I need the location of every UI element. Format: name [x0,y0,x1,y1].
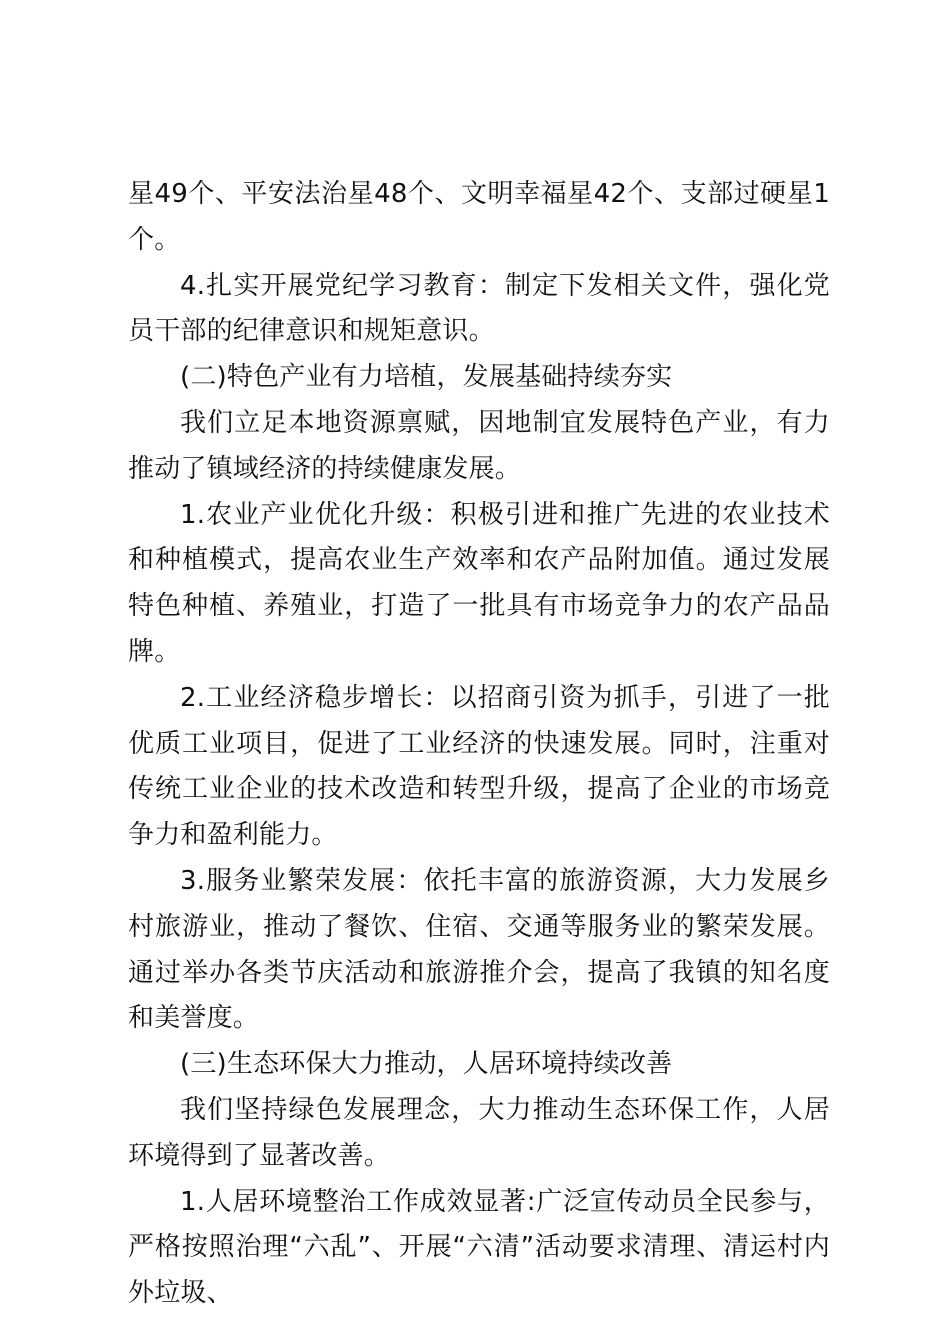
paragraph-service-industry: 3.服务业繁荣发展：依托丰富的旅游资源，大力发展乡村旅游业，推动了餐饮、住宿、交通等服务业的繁荣发展。通过举办各类节庆活动和旅游推介会，提高了我镇的知名度和美誉度。 [128,865,830,1034]
paragraph-agriculture: 1.农业产业优化升级：积极引进和推广先进的农业技术和种植模式，提高农业生产效率和农产品附加值。通过发展特色种植、养殖业，打造了一批具有市场竞争力的农产品品牌。 [128,499,830,667]
section-heading-industry: (二)特色产业有力培植，发展基础持续夯实 [180,362,673,393]
document-body [128,172,830,1317]
paragraph-industry-intro: 我们立足本地资源禀赋，因地制宜发展特色产业，有力推动了镇域经济的持续健康发展。 [128,407,830,484]
paragraph-discipline-education: 4.扎实开展党纪学习教育：制定下发相关文件，强化党员干部的纪律意识和规矩意识。 [128,270,830,347]
paragraph-living-environment: 1.人居环境整治工作成效显著:广泛宣传动员全民参与，严格按照治理“六乱”、开展“六清”活动要求清理、清运村内外垃圾、 [128,1186,830,1309]
paragraph-ecology-intro: 我们坚持绿色发展理念，大力推动生态环保工作，人居环境得到了显著改善。 [128,1094,830,1171]
paragraph-star-counts: 星49个、平安法治星48个、文明幸福星42个、支部过硬星1个。 [128,179,830,255]
section-heading-ecology: (三)生态环保大力推动，人居环境持续改善 [180,1049,673,1080]
paragraph-industrial-economy: 2.工业经济稳步增长：以招商引资为抓手，引进了一批优质工业项目，促进了工业经济的快速发展。同时，注重对传统工业企业的技术改造和转型升级，提高了企业的市场竞争力和盈利能力。 [128,682,830,851]
